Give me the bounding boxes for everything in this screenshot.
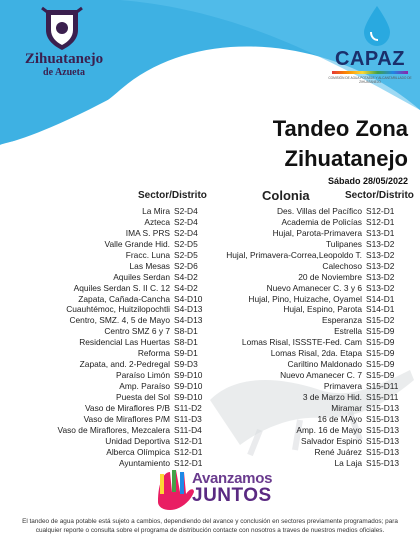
colonia-name: René Juárez <box>314 446 362 457</box>
schedule-row <box>186 370 410 381</box>
colonia-name: Amp. Paraíso <box>119 381 170 391</box>
schedule-row <box>186 425 410 436</box>
colonia-name: Des. Villas del Pacífico <box>276 206 362 216</box>
sector-code: S12-D1 <box>174 435 203 446</box>
colonia-name: Vaso de Miraflores P/M <box>83 413 170 424</box>
slogan-line-2: JUNTOS <box>192 485 272 506</box>
colonia-name: Unidad Deportiva <box>105 435 170 446</box>
colonia-name: Vaso de Miraflores P/B <box>84 402 170 413</box>
sector-code: S9-D1 <box>174 348 198 359</box>
title-line-2: Zihuatanejo <box>284 146 408 171</box>
colonia-name: Centro, SMZ. 4, 5 de Mayo <box>69 315 170 326</box>
colonia-name: Primavera <box>323 381 362 391</box>
colonia-name: Academia de Policías <box>281 216 362 227</box>
sector-code: S4-D13 <box>174 304 203 315</box>
column-header-colonia: Colonia <box>262 188 310 203</box>
sector-code: S9-D10 <box>174 391 203 402</box>
colonia-name: Alberca Olímpica <box>106 446 170 457</box>
sector-code: S11-D4 <box>174 424 202 435</box>
sector-code: S2-D5 <box>174 238 198 249</box>
colonia-name: Salvador Espino <box>301 435 362 446</box>
colonia-name: Miramar <box>331 402 362 413</box>
colonia-name: 16 de MAyo <box>317 413 362 424</box>
schedule-row <box>186 436 410 447</box>
schedule-row <box>186 392 410 403</box>
colonia-name: Residencial Las Huertas <box>79 337 170 348</box>
sector-code: S2-D4 <box>174 206 198 216</box>
colonia-name: Cariltino Maldonado <box>287 359 362 370</box>
brand-tagline: COMISIÓN DE AGUA POTABLE Y ALCANTARILLADO DE ZIHUATANEJO <box>328 76 412 84</box>
schedule-row <box>186 294 410 305</box>
schedule-row <box>186 337 410 348</box>
sector-code: S15-D11 <box>366 391 399 402</box>
colonia-name: Nuevo Amanecer C. 3 y 6 <box>266 282 362 293</box>
sector-code: S15-D9 <box>366 337 395 348</box>
slogan-line-1: Avanzamos <box>192 470 273 487</box>
colonia-name: Las Mesas <box>129 260 170 271</box>
sector-code: S13-D2 <box>366 249 395 260</box>
schedule-row <box>186 239 410 250</box>
sector-code: S15-D2 <box>366 315 395 326</box>
municipality-name: Zihuatanejo <box>24 51 104 67</box>
schedule-row <box>186 228 410 239</box>
sector-code: S15-D13 <box>366 402 400 413</box>
colonia-name: Esperanza <box>321 315 362 326</box>
colonia-name: Valle Grande Hid. <box>104 238 170 249</box>
colonia-name: Ayuntamiento <box>118 457 170 468</box>
sector-code: S9-D10 <box>174 381 203 391</box>
schedule-row <box>186 304 410 315</box>
schedule-date: Sábado 28/05/2022 <box>327 176 408 186</box>
colonia-name: Azteca <box>144 216 170 227</box>
schedule-row <box>186 283 410 294</box>
sector-code: S15-D11 <box>366 381 399 391</box>
schedule-row <box>186 359 410 370</box>
schedule-row <box>186 447 410 458</box>
colonia-name: Estrella <box>334 326 362 337</box>
colonia-name: Aquiles Serdan <box>113 271 170 282</box>
sector-code: S15-D13 <box>366 435 400 446</box>
colonia-name: Puesta del Sol <box>115 391 170 402</box>
colonia-name: Nuevo Amanecer C. 7 <box>280 370 362 381</box>
colonia-name: Reforma <box>137 348 170 359</box>
sector-code: S15-D13 <box>366 446 400 457</box>
sector-code: S12-D1 <box>174 457 203 468</box>
colonia-name: Hujal, Primavera-Correa,Leopoldo T. <box>226 249 362 260</box>
colonia-name: Tulipanes <box>325 238 362 249</box>
sector-code: S13-D2 <box>366 260 395 271</box>
sector-code: S12-D1 <box>366 206 395 216</box>
sector-code: S15-D9 <box>366 348 395 359</box>
colonia-name: Amp. 16 de Mayo <box>296 424 362 435</box>
schedule-row <box>186 381 410 392</box>
sector-code: S9-D3 <box>174 359 198 370</box>
sector-code: S13-D2 <box>366 238 395 249</box>
sector-code: S8-D1 <box>174 337 198 348</box>
sector-code: S15-D13 <box>366 424 400 435</box>
sector-code: S14-D1 <box>366 304 395 315</box>
brand-color-bar <box>332 71 408 74</box>
colonia-name: Calechoso <box>322 260 362 271</box>
sector-code: S8-D1 <box>174 326 198 337</box>
column-header-sector-left: Sector/Distrito <box>138 190 207 201</box>
municipality-subtitle: de Azueta <box>43 67 85 78</box>
sector-code: S2-D6 <box>174 260 198 271</box>
schedule-row <box>186 348 410 359</box>
colonia-name: La Laja <box>334 457 362 468</box>
sector-code: S12-D1 <box>366 216 395 227</box>
colonia-name: IMA S. PRS <box>125 227 170 238</box>
schedule-row <box>186 403 410 414</box>
schedule-row <box>186 206 410 217</box>
sector-code: S11-D3 <box>174 413 202 424</box>
colonia-name: 20 de Noviembre <box>298 271 362 282</box>
colonia-name: Paraíso Limón <box>116 370 170 381</box>
schedule-row <box>186 250 410 261</box>
sector-code: S15-D9 <box>366 370 395 381</box>
water-drop-icon <box>362 6 392 46</box>
sector-code: S11-D2 <box>174 402 202 413</box>
schedule-row <box>186 315 410 326</box>
sector-code: S12-D1 <box>174 446 203 457</box>
sector-code: S4-D13 <box>174 315 203 326</box>
sector-code: S13-D2 <box>366 271 395 282</box>
colonia-name: Hujal, Pino, Huizache, Oyamel <box>248 293 362 304</box>
colonia-name: 3 de Marzo Hid. <box>302 391 362 402</box>
brand-logo-text: CAPAZ <box>335 48 405 70</box>
schedule-row <box>186 217 410 228</box>
coat-of-arms-icon <box>38 4 86 52</box>
colonia-name: Hujal, Parota-Primavera <box>272 227 362 238</box>
schedule-row <box>186 261 410 272</box>
sector-code: S15-D13 <box>366 457 400 468</box>
sector-code: S15-D9 <box>366 326 395 337</box>
colonia-name: Zapata, and. 2-Pedregal <box>79 359 170 370</box>
colonia-name: Cuauhtémoc, Huitzilopochtli <box>66 304 170 315</box>
schedule-row <box>186 414 410 425</box>
sector-code: S14-D1 <box>366 293 395 304</box>
sector-code: S15-D9 <box>366 359 395 370</box>
colonia-name: Centro SMZ 6 y 7 <box>104 326 170 337</box>
schedule-row <box>186 326 410 337</box>
colonia-name: Zapata, Cañada-Cancha <box>78 293 170 304</box>
sector-code: S2-D5 <box>174 249 198 260</box>
colonia-name: Vaso de Miraflores, Mezcalera <box>57 424 170 435</box>
colonia-name: Lomas Risal, ISSSTE-Fed. Cam <box>241 337 362 348</box>
sector-code: S13-D1 <box>366 227 395 238</box>
sector-code: S4-D10 <box>174 293 203 304</box>
sector-code: S9-D10 <box>174 370 203 381</box>
sector-code: S4-D2 <box>174 282 198 293</box>
colonia-name: Aquiles Serdan S. II C. 12 <box>73 282 170 293</box>
sector-code: S13-D2 <box>366 282 395 293</box>
colonia-name: Lomas Risal, 2da. Etapa <box>270 348 362 359</box>
title-line-1: Tandeo Zona <box>272 116 408 141</box>
colonia-name: Fracc. Luna <box>125 249 170 260</box>
colonia-name: La Mira <box>142 206 170 216</box>
sector-code: S4-D2 <box>174 271 198 282</box>
colonia-name: Hujal, Espino, Parota <box>283 304 362 315</box>
sector-code: S15-D13 <box>366 413 400 424</box>
column-header-sector-right: Sector/Distrito <box>345 190 414 201</box>
disclaimer-text: El tandeo de agua potable está sujeto a cambios, dependiendo del avance y conclusión en sectores previamente programados; para cualquier reporte o consulta sobre el programa de distribución contacte con nosotros a traves de nuestros medios oficiales. <box>22 518 398 534</box>
sector-code: S2-D4 <box>174 227 198 238</box>
right-schedule-list <box>186 206 410 469</box>
schedule-row <box>186 272 410 283</box>
sector-code: S2-D4 <box>174 216 198 227</box>
